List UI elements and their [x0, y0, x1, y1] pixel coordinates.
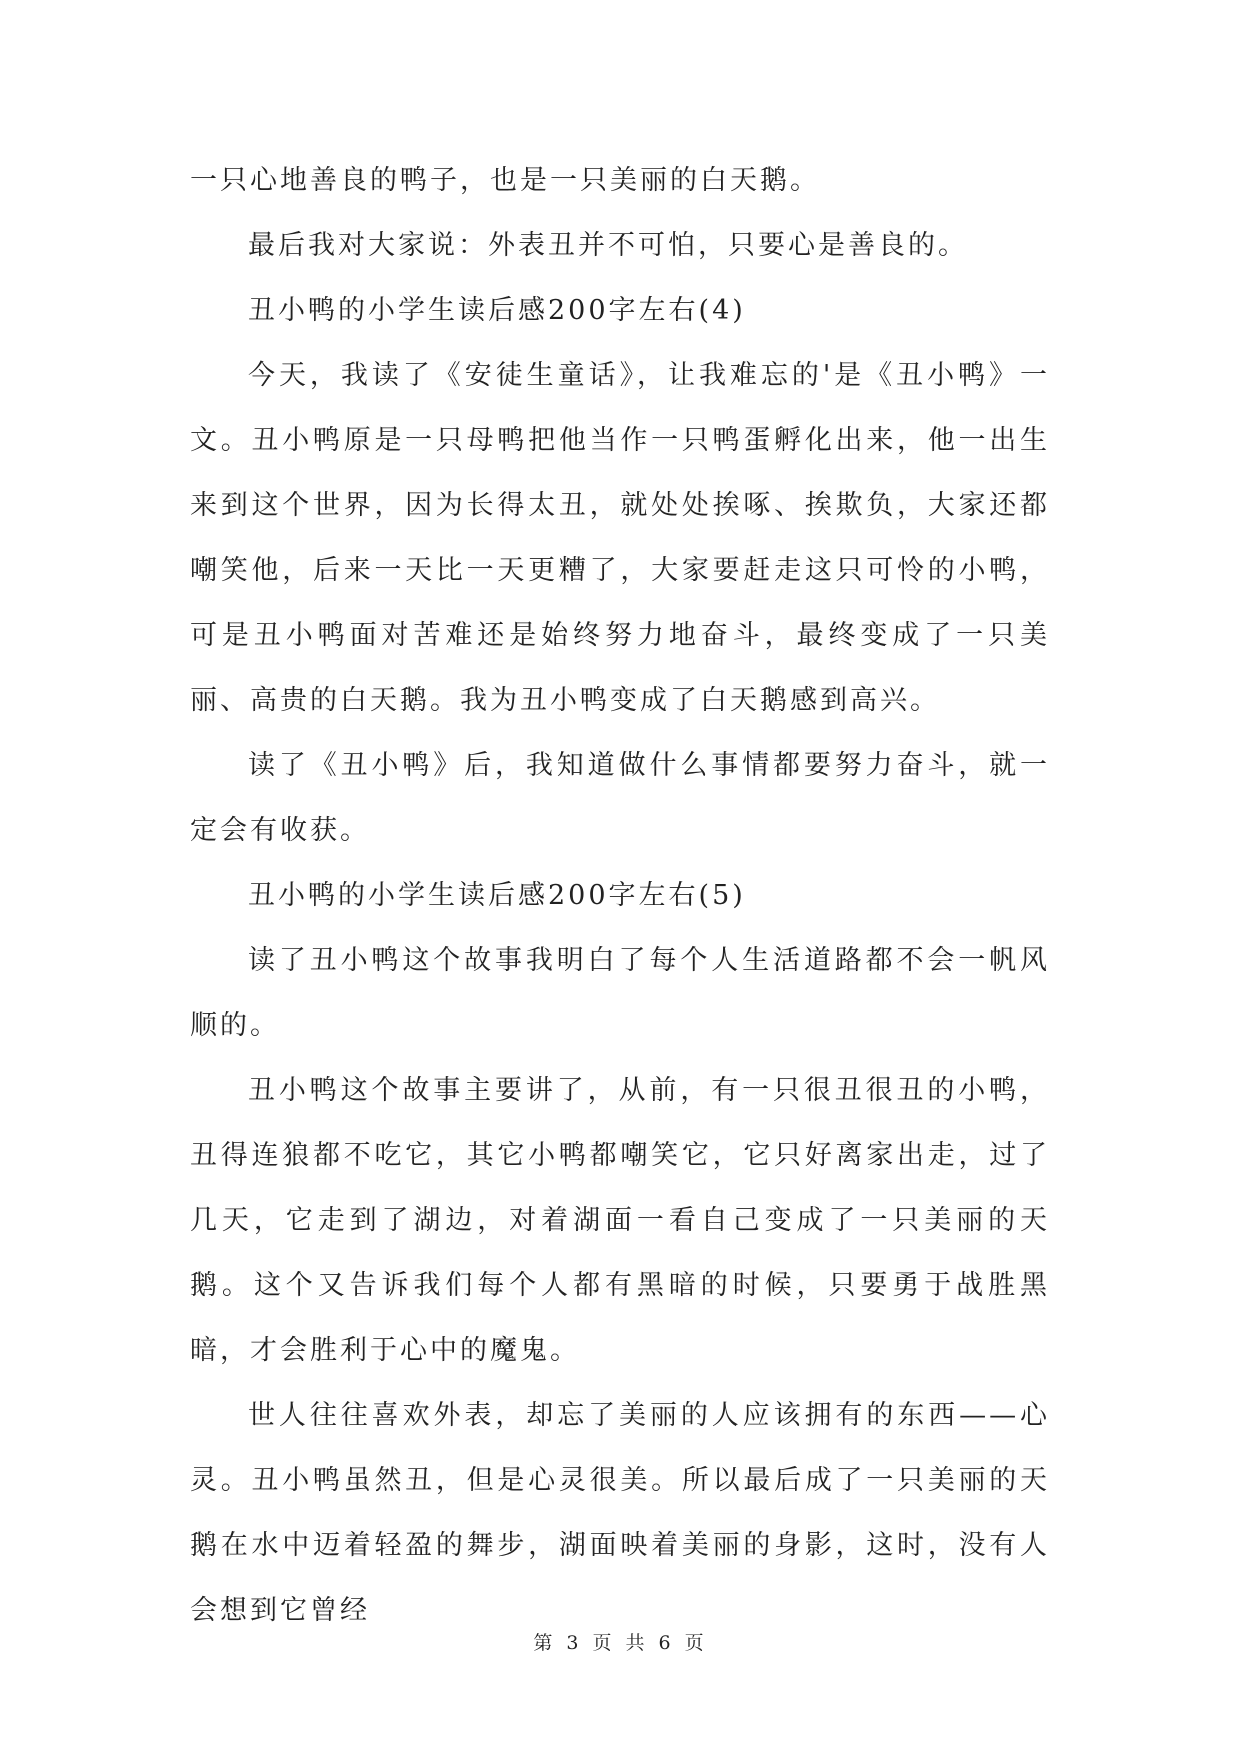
- paragraph: 丑小鸭这个故事主要讲了，从前，有一只很丑很丑的小鸭，丑得连狼都不吃它，其它小鸭都嘲笑它，它只好离家出走，过了几天，它走到了湖边，对着湖面一看自己变成了一只美丽的天鹅。这个又告诉我们每个人都有黑暗的时候，只要勇于战胜黑暗，才会胜利于心中的魔鬼。: [190, 1075, 1050, 1366]
- paragraph: 读了《丑小鸭》后，我知道做什么事情都要努力奋斗，就一定会有收获。: [190, 750, 1050, 846]
- section-heading: 丑小鸭的小学生读后感200字左右(4): [248, 295, 746, 326]
- paragraph: 世人往往喜欢外表，却忘了美丽的人应该拥有的东西——心灵。丑小鸭虽然丑，但是心灵很美。所以最后成了一只美丽的天鹅在水中迈着轻盈的舞步，湖面映着美丽的身影，这时，没有人会想到它曾经: [190, 1400, 1050, 1626]
- page-number: 第 3 页 共 6 页: [533, 1632, 708, 1654]
- paragraph-continuation: 一只心地善良的鸭子，也是一只美丽的白天鹅。: [190, 165, 820, 196]
- paragraph: 今天，我读了《安徒生童话》，让我难忘的'是《丑小鸭》一文。丑小鸭原是一只母鸭把他当作一只鸭蛋孵化出来，他一出生来到这个世界，因为长得太丑，就处处挨啄、挨欺负，大家还都嘲笑他，后来一天比一天更糟了，大家要赶走这只可怜的小鸭，可是丑小鸭面对苦难还是始终努力地奋斗，最终变成了一只美丽、高贵的白天鹅。我为丑小鸭变成了白天鹅感到高兴。: [190, 360, 1050, 716]
- section-heading: 丑小鸭的小学生读后感200字左右(5): [248, 880, 746, 911]
- document-body: [190, 148, 1050, 1643]
- paragraph: 最后我对大家说：外表丑并不可怕，只要心是善良的。: [248, 230, 968, 261]
- page-footer: [0, 1628, 1241, 1655]
- paragraph: 读了丑小鸭这个故事我明白了每个人生活道路都不会一帆风顺的。: [190, 945, 1050, 1041]
